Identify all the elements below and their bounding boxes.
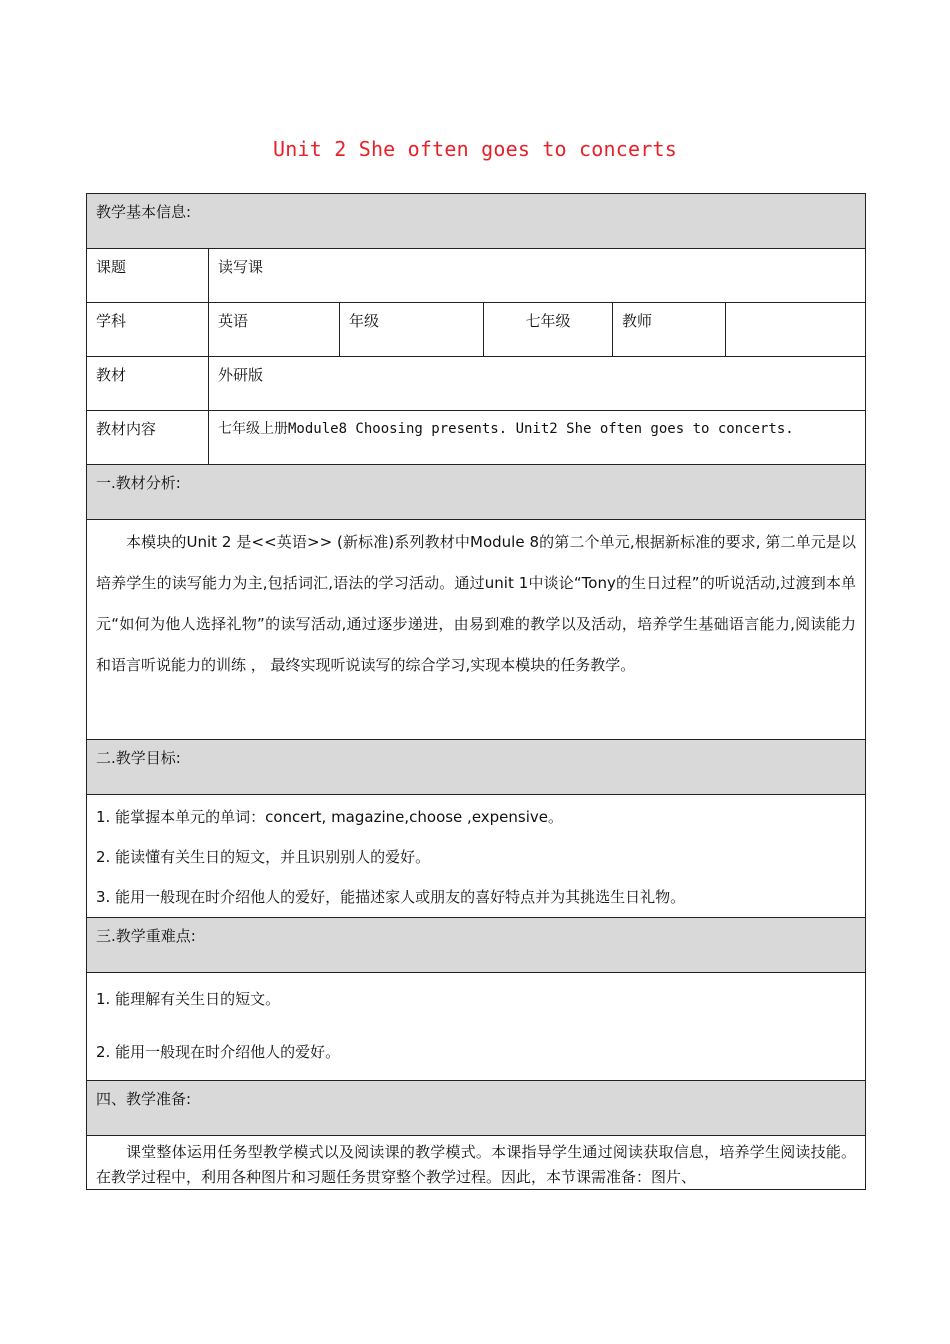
section4-body [87,1136,866,1190]
section3-header-row [87,918,866,973]
section3-body-row [87,973,866,1081]
section4-paragraph: 课堂整体运用任务型教学模式以及阅读课的教学模式。本课指导学生通过阅读获取信息，培养学生阅读技能。在教学过程中，利用各种图片和习题任务贯穿整个教学过程。因此，本节课需准备：图片、 [96,1143,857,1186]
textbook-row [87,357,866,411]
key-point-item: 2. 能用一般现在时介绍他人的爱好。 [96,1043,341,1061]
section4-body-row [87,1136,866,1190]
goal-item: 3. 能用一般现在时介绍他人的爱好，能描述家人或朋友的喜好特点并为其挑选生日礼物。 [96,888,686,906]
section1-header: 一.教材分析: [87,465,866,520]
section1-header-row [87,465,866,520]
lesson-plan-table [86,193,866,1190]
subject-label: 学科 [87,303,209,357]
teacher-value [726,303,866,357]
subject-row [87,303,866,357]
topic-label: 课题 [87,249,209,303]
basic-info-header-row [87,194,866,249]
section1-paragraph: 本模块的Unit 2 是<<英语>> (新标准)系列教材中Module 8的第二个单元,根据新标准的要求, 第二单元是以培养学生的读写能力为主,包括词汇,语法的学习活动。通过unit 1中谈论“Tony的生日过程”的听说活动,过渡到本单元“如何为他人选择礼物”的读写活动,通过逐步递进，由易到难的教学以及活动，培养学生基础语言能力,阅读能力和语言听说能力的训练 ， 最终实现听说读写的综合学习,实现本模块的任务教学。 [87,520,866,740]
document-title: Unit 2 She often goes to concerts [273,137,677,161]
textbook-value: 外研版 [209,357,866,411]
subject-value: 英语 [209,303,340,357]
grade-value: 七年级 [484,303,613,357]
key-point-item: 1. 能理解有关生日的短文。 [96,990,281,1008]
basic-info-header: 教学基本信息: [87,194,866,249]
section1-body-row [87,520,866,740]
content-label: 教材内容 [87,411,209,465]
grade-label: 年级 [340,303,484,357]
section3-header: 三.教学重难点: [87,918,866,973]
section2-list [87,795,866,918]
section2-header-row [87,740,866,795]
section3-list [87,973,866,1081]
section4-header-row [87,1081,866,1136]
section2-body-row [87,795,866,918]
topic-value: 读写课 [209,249,866,303]
section2-header: 二.教学目标: [87,740,866,795]
section4-header: 四、教学准备: [87,1081,866,1136]
topic-row [87,249,866,303]
content-value: 七年级上册Module8 Choosing presents. Unit2 She often goes to concerts. [209,411,866,465]
teacher-label: 教师 [613,303,726,357]
textbook-label: 教材 [87,357,209,411]
goal-item: 2. 能读懂有关生日的短文，并且识别别人的爱好。 [96,848,431,866]
goal-item: 1. 能掌握本单元的单词：concert, magazine,choose ,expensive。 [96,808,564,826]
content-row [87,411,866,465]
